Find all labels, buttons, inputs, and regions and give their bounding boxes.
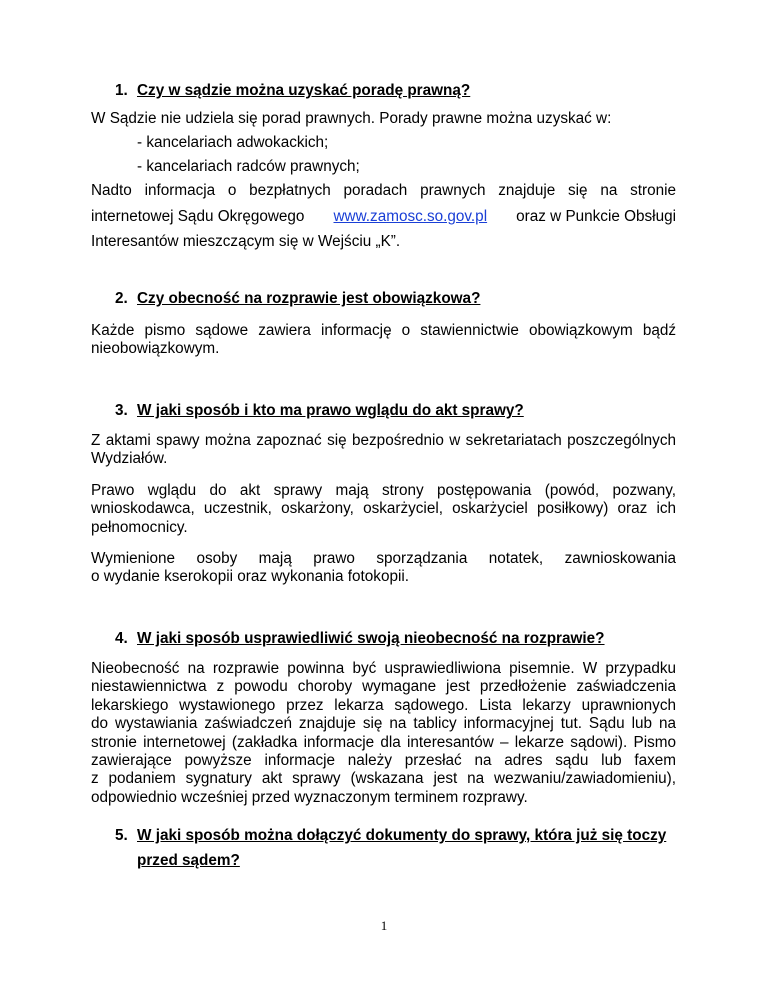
paragraph-line: niestawiennictwa z powodu choroby wymagane jest przedłożenie zaświadczenia [91, 678, 676, 696]
paragraph-line: W Sądzie nie udziela się porad prawnych. Porady prawne można uzyskać w: [91, 110, 612, 127]
website-link[interactable]: www.zamosc.so.gov.pl [333, 208, 488, 225]
paragraph-line: stronie internetowej (zakładka informacje dla interesantów – lekarze sądowi). Pismo [91, 733, 676, 751]
paragraph-line [91, 208, 676, 226]
section-title: W jaki sposób usprawiedliwić swoją nieobecność na rozprawie? [137, 630, 605, 647]
paragraph-line: Każde pismo sądowe zawiera informację o stawiennictwie obowiązkowym bądź [91, 322, 676, 339]
paragraph [91, 482, 676, 537]
paragraph-line: odpowiednio wcześniej przed wyznaczonym terminem rozprawy. [91, 788, 528, 806]
paragraph-line: Nadto informacja o bezpłatnych poradach prawnych znajduje się na stronie [91, 182, 676, 199]
page-number: 1 [380, 918, 388, 933]
paragraph-line: Z aktami spawy można zapoznać się bezpośrednio w sekretariatach poszczególnych [91, 432, 676, 449]
paragraph-line: Nieobecność na rozprawie powinna być usprawiedliwiona pisemnie. W przypadku [91, 660, 676, 677]
paragraph-line: z podaniem sygnatury akt sprawy (wskazana jest na wezwaniu/zawiadomieniu), [91, 770, 676, 788]
section-title: Czy obecność na rozprawie jest obowiązkowa? [137, 290, 481, 307]
paragraph-line: zawierające powyższe informacje należy przesłać na adres sądu lub faxem [91, 752, 676, 770]
section-number: 4. [115, 630, 128, 647]
section-number: 2. [115, 290, 128, 307]
paragraph-line: wnioskodawca, uczestnik, oskarżony, oskarżyciel, oskarżyciel posiłkowy) oraz ich [91, 500, 676, 518]
section-number: 5. [115, 827, 128, 844]
paragraph [91, 660, 676, 807]
list-item: - kancelariach adwokackich; [137, 134, 329, 151]
paragraph-line: Wymienione osoby mają prawo sporządzania notatek, zawnioskowania [91, 550, 676, 567]
paragraph-line: do wystawiania zaświadczeń znajduje się na tablicy informacyjnej tut. Sądu lub na [91, 715, 676, 733]
paragraph [91, 432, 676, 469]
section-number: 1. [115, 82, 128, 99]
paragraph-line: Wydziałów. [91, 450, 168, 468]
section-number: 3. [115, 402, 128, 419]
list-item: - kancelariach radców prawnych; [137, 158, 360, 175]
paragraph-line: pełnomocnicy. [91, 518, 188, 536]
paragraph-line: nieobowiązkowym. [91, 340, 220, 358]
section-title: W jaki sposób można dołączyć dokumenty do sprawy, która już się toczy [137, 827, 667, 844]
section-title: Czy w sądzie można uzyskać poradę prawną? [137, 82, 471, 99]
section-title-continued: przed sądem? [137, 852, 240, 869]
paragraph-line: o wydanie kserokopii oraz wykonania fotokopii. [91, 568, 410, 586]
paragraph-line: Prawo wglądu do akt sprawy mają strony postępowania (powód, pozwany, [91, 482, 676, 499]
paragraph [91, 550, 676, 587]
text-segment: oraz w Punkcie Obsługi [516, 208, 676, 225]
paragraph-line: Interesantów mieszczącym się w Wejściu „K”. [91, 233, 401, 250]
section-title: W jaki sposób i kto ma prawo wglądu do akt sprawy? [137, 402, 524, 419]
text-segment: internetowej Sądu Okręgowego [91, 208, 305, 225]
paragraph-line: lekarskiego wystawionego przez lekarza sądowego. Lista lekarzy uprawnionych [91, 696, 676, 714]
paragraph [91, 322, 676, 359]
